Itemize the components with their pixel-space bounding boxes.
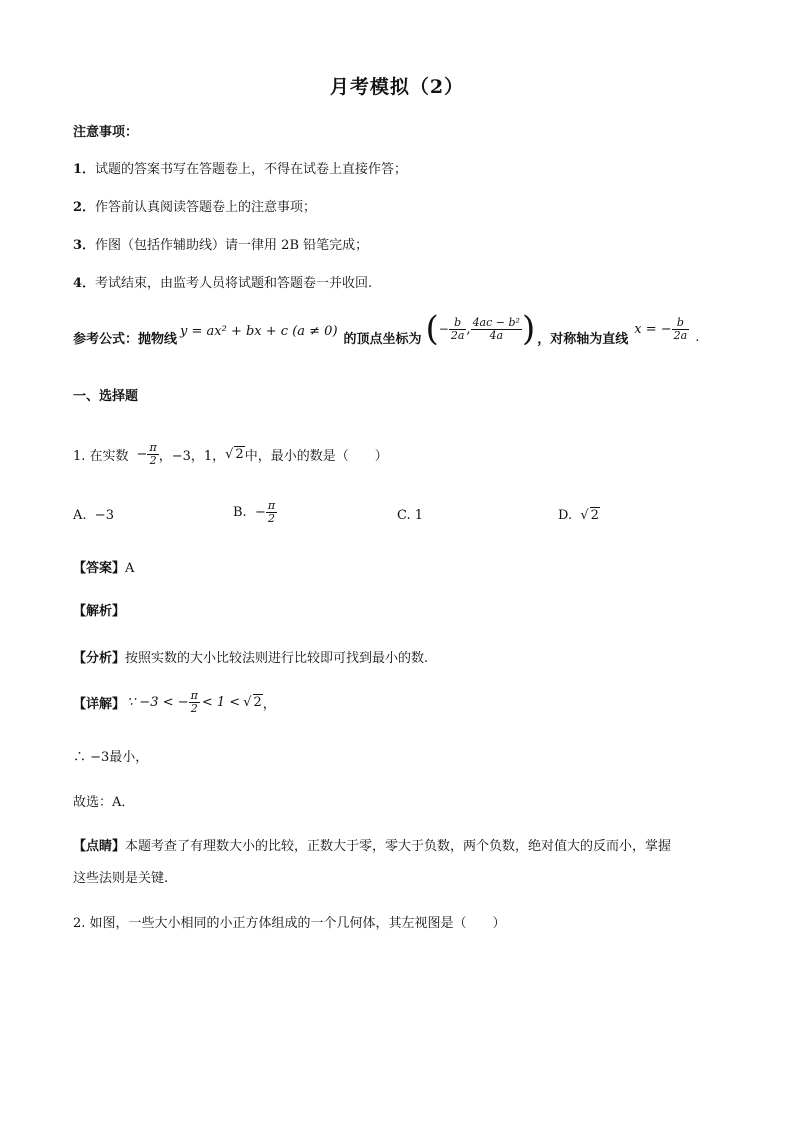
notice-num: 3． [73,238,96,253]
notice-item-2 [73,196,316,215]
notice-text: 作图（包括作辅助线）请一律用 2B 铅笔完成； [95,238,369,253]
vertex-coordinates: ( − $\frac{b}{2a}$ , $\frac{\text{4ac − b²}}{4a}$ ) [425,309,536,349]
neg-pi-over-2: − $\frac{\pi}{2}$ [136,440,157,467]
notice-item-3 [73,234,368,253]
formula-prefix: 参考公式：抛物线 [73,331,178,347]
formula-suffix: ，对称轴为直线 [537,331,629,347]
formula-mid: 的顶点坐标为 [343,331,422,347]
option-a[interactable]: A. −3 [73,508,114,523]
notice-num: 2． [73,200,96,215]
notice-num: 4． [73,276,96,291]
number-list: ，−3，1， [158,448,226,464]
analysis-tag: 【解析】 [73,604,126,619]
parabola-equation: y = ax² + bx + c (a ≠ 0) [180,323,338,339]
fenxi-tag: 【分析】 [73,651,126,666]
comment-line-1 [73,835,671,854]
answer-value: A [125,561,135,576]
right-paren: ) [521,309,536,349]
sqrt2: √ 2 [225,447,244,462]
vertex-x-fraction: $\frac{b}{2a}$ [450,315,465,342]
notice-text: 考试结束，由监考人员将试题和答题卷一并收回. [95,276,373,291]
reference-formula [73,309,700,360]
page-title: 月考模拟（2） [329,76,465,98]
option-d[interactable]: D. √ 2 [558,508,599,523]
detail-fraction: $\frac{\pi}{2}$ [190,688,198,715]
comment-text-1: 本题考查了有理数大小的比较，正数大于零，零大于负数，两个负数，绝对值大的反而小，掌握 [125,839,672,854]
question-lead: 1. 在实数 [73,448,129,464]
notice-item-4 [73,272,372,291]
axis-equation: x = − $\frac{b}{2a}$ [634,315,688,342]
vertex-y-fraction: $\frac{\text{4ac − b²}}{4a}$ [472,315,520,342]
notice-text: 试题的答案书写在答题卷上，不得在试卷上直接作答； [95,162,408,177]
answer-line [73,557,134,576]
comment-tag: 【点睛】 [73,839,126,854]
axis-fraction: $\frac{b}{2a}$ [673,315,688,342]
notice-item-1 [73,158,407,177]
notice-num: 1． [73,162,96,177]
conclusion-line: ∴ −3最小， [73,750,149,765]
fenxi-line [73,647,428,666]
option-a-value: −3 [94,508,114,523]
option-c-value: 1 [414,508,424,523]
question-1 [73,436,388,472]
answer-tag: 【答案】 [73,561,126,576]
notice-heading: 注意事项： [73,125,139,140]
option-b-fraction: $\frac{\pi}{2}$ [267,499,276,525]
section-heading: 一、选择题 [73,389,139,404]
detail-tag: 【详解】 [73,696,126,712]
detail-line: 【详解】 ∵ −3 < − $\frac{\pi}{2}$ < 1 < √ 2 ， [73,688,276,715]
fenxi-text: 按照实数的大小比较法则进行比较即可找到最小的数. [125,651,429,666]
comment-line-2: 这些法则是关键. [73,871,169,886]
choose-line: 故选：A． [73,795,135,810]
left-paren: ( [425,309,439,349]
notice-text: 作答前认真阅读答题卷上的注意事项； [95,200,317,215]
option-d-sqrt: 2 [590,508,599,523]
formula-end: . [695,329,700,345]
option-c[interactable]: C. 1 [397,508,424,523]
option-b[interactable]: B. − $\frac{\pi}{2}$ [233,499,276,525]
pi-fraction: $\frac{\pi}{2}$ [149,440,157,467]
question-tail: 中，最小的数是（ ） [244,448,388,464]
question-2: 2. 如图，一些大小相同的小正方体组成的一个几何体，其左视图是（ ） [73,916,506,931]
